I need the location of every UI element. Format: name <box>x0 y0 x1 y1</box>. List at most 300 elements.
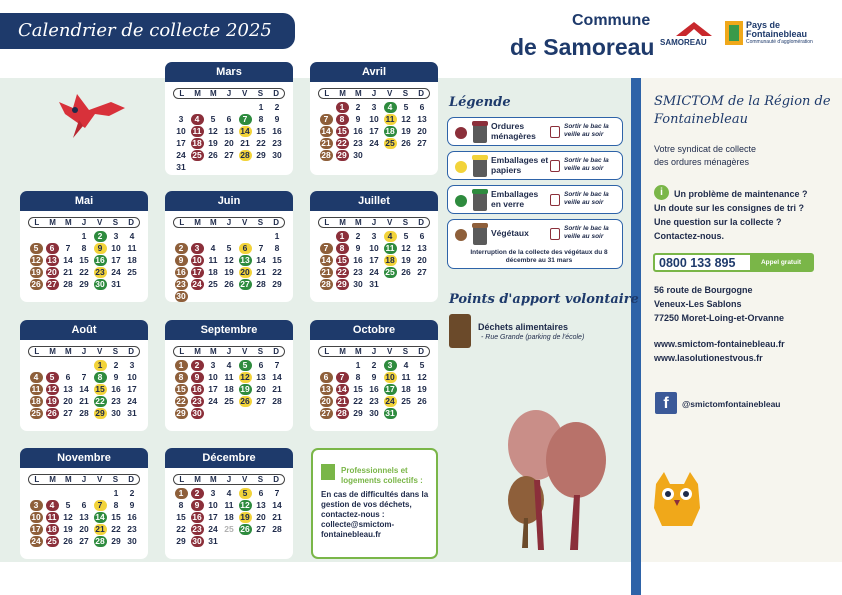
day-cell <box>76 395 92 407</box>
day-number: 26 <box>224 278 234 289</box>
day-number: 2 <box>113 359 119 370</box>
day-cell <box>269 371 285 383</box>
day-cell <box>108 359 124 371</box>
weekday-label: V <box>97 218 103 227</box>
day-cell <box>382 125 398 137</box>
day-number: 1 <box>175 360 188 371</box>
accent-bar <box>631 78 641 595</box>
day-cell <box>60 499 76 511</box>
day-cell <box>76 242 92 254</box>
empty-cell <box>44 230 60 242</box>
samoreau-logo <box>660 20 712 48</box>
day-number: 1 <box>355 359 361 370</box>
day-number: 1 <box>258 101 264 112</box>
day-number: 31 <box>369 278 379 289</box>
day-number: 26 <box>31 278 41 289</box>
day-number: 5 <box>419 359 425 370</box>
day-number: 15 <box>176 511 186 522</box>
day-number: 12 <box>47 383 57 394</box>
day-number: 21 <box>321 266 331 277</box>
weekday-label: M <box>194 347 201 356</box>
day-cell <box>253 101 269 113</box>
day-cell <box>173 278 189 290</box>
weekday-label: J <box>371 89 377 98</box>
day-cell <box>44 407 60 419</box>
weekday-label: D <box>273 475 280 484</box>
day-number: 27 <box>321 407 331 418</box>
bin-icon <box>473 155 487 177</box>
day-cell <box>124 511 140 523</box>
commune-label: Commune <box>572 12 651 29</box>
phone-badge: Appel gratuit <box>750 255 812 270</box>
day-number: 12 <box>224 254 234 265</box>
day-number: 30 <box>353 278 363 289</box>
day-cell <box>350 383 366 395</box>
weekday-label: S <box>112 347 119 356</box>
day-cell <box>318 125 334 137</box>
day-cell <box>60 242 76 254</box>
day-number: 21 <box>272 511 282 522</box>
day-number: 25 <box>385 266 395 277</box>
day-number: 16 <box>176 266 186 277</box>
day-cell <box>205 499 221 511</box>
day-cell <box>28 278 44 290</box>
day-cell <box>414 359 430 371</box>
month-name: Décembre <box>165 448 293 468</box>
day-cell <box>60 407 76 419</box>
day-number: 24 <box>385 395 395 406</box>
day-number: 18 <box>401 383 411 394</box>
day-cell <box>108 487 124 499</box>
day-number: 12 <box>63 511 73 522</box>
weekday-label: M <box>339 218 346 227</box>
day-number: 20 <box>256 511 266 522</box>
facebook-handle[interactable]: @smictomfontainebleau <box>682 399 781 409</box>
day-number: 4 <box>384 102 397 113</box>
day-cell <box>173 395 189 407</box>
day-number: 14 <box>256 254 266 265</box>
day-cell <box>334 254 350 266</box>
day-number: 18 <box>192 137 202 148</box>
day-cell <box>237 137 253 149</box>
day-number: 21 <box>63 266 73 277</box>
day-number: 10 <box>369 113 379 124</box>
day-grid <box>318 101 430 161</box>
day-number: 22 <box>79 266 89 277</box>
day-number: 3 <box>113 230 119 241</box>
day-cell <box>28 535 44 547</box>
day-number: 9 <box>113 371 119 382</box>
empty-cell <box>76 359 92 371</box>
day-cell <box>221 395 237 407</box>
day-cell <box>108 383 124 395</box>
day-number: 14 <box>337 383 347 394</box>
day-number: 3 <box>129 359 135 370</box>
empty-cell <box>221 230 237 242</box>
building-icon <box>321 464 335 480</box>
day-number: 25 <box>47 535 57 546</box>
day-cell <box>398 371 414 383</box>
empty-cell <box>189 230 205 242</box>
weekday-label: J <box>81 218 87 227</box>
day-cell <box>366 137 382 149</box>
weekday-label: V <box>97 475 103 484</box>
day-number: 25 <box>31 407 41 418</box>
day-number: 7 <box>65 242 71 253</box>
day-cell <box>189 266 205 278</box>
weekday-label: J <box>226 89 232 98</box>
weekday-label: M <box>194 475 201 484</box>
day-cell <box>382 371 398 383</box>
day-cell <box>205 511 221 523</box>
day-cell <box>350 137 366 149</box>
address-line1: 56 route de Bourgogne <box>654 285 753 295</box>
day-cell <box>108 511 124 523</box>
weekday-label: M <box>49 347 56 356</box>
phone-number[interactable]: 0800 133 895 <box>659 256 736 270</box>
day-cell <box>221 499 237 511</box>
owl-icon <box>648 470 706 532</box>
day-number: 28 <box>272 395 282 406</box>
day-number: 19 <box>208 137 218 148</box>
day-number: 5 <box>226 242 232 253</box>
day-number: 9 <box>191 500 204 511</box>
day-number: 22 <box>337 266 347 277</box>
pays-logo-line3: Communauté d'agglomération <box>746 39 813 45</box>
day-cell <box>92 535 108 547</box>
day-number: 14 <box>63 254 73 265</box>
weekday-label: L <box>324 347 330 356</box>
empty-cell <box>60 487 76 499</box>
day-cell <box>221 487 237 499</box>
day-cell <box>28 383 44 395</box>
weekday-label: M <box>354 218 362 227</box>
day-cell <box>318 149 334 161</box>
day-cell <box>44 499 60 511</box>
day-cell <box>318 371 334 383</box>
day-number: 15 <box>337 125 347 136</box>
day-number: 12 <box>240 499 250 510</box>
day-cell <box>76 511 92 523</box>
day-cell <box>382 254 398 266</box>
day-number: 10 <box>208 499 218 510</box>
day-cell <box>205 149 221 161</box>
day-number: 21 <box>272 383 282 394</box>
day-cell <box>269 242 285 254</box>
weekday-label: M <box>64 347 72 356</box>
weekday-label: V <box>387 218 393 227</box>
day-number: 22 <box>176 395 186 406</box>
day-cell <box>269 254 285 266</box>
day-cell <box>334 125 350 137</box>
website-link-2[interactable]: www.lasolutionestvous.fr <box>654 353 763 363</box>
day-number: 6 <box>258 359 264 370</box>
day-cell <box>173 149 189 161</box>
day-number: 8 <box>336 114 349 125</box>
weekday-label: S <box>112 475 119 484</box>
day-cell <box>253 371 269 383</box>
weekday-label: V <box>242 347 248 356</box>
day-cell <box>221 383 237 395</box>
day-cell <box>44 278 60 290</box>
day-cell <box>92 511 108 523</box>
empty-cell <box>44 359 60 371</box>
day-cell <box>366 101 382 113</box>
day-number: 24 <box>111 266 121 277</box>
month-name: Avril <box>310 62 438 82</box>
day-number: 15 <box>176 383 186 394</box>
day-cell <box>334 137 350 149</box>
day-number: 16 <box>353 125 363 136</box>
day-cell <box>366 359 382 371</box>
day-cell <box>253 499 269 511</box>
day-number: 16 <box>95 254 105 265</box>
month-card <box>20 320 148 431</box>
day-cell <box>237 149 253 161</box>
day-cell <box>366 242 382 254</box>
website-link-1[interactable]: www.smictom-fontainebleau.fr <box>654 339 785 349</box>
day-cell <box>366 254 382 266</box>
weekday-label: S <box>402 218 409 227</box>
legend-note: Sortir le bac la veille au soir <box>564 123 609 138</box>
day-number: 12 <box>208 125 218 136</box>
day-number: 4 <box>210 242 216 253</box>
legend-item-ordures <box>447 117 623 146</box>
weekday-label: D <box>418 347 425 356</box>
day-number: 24 <box>369 266 379 277</box>
day-number: 1 <box>113 487 119 498</box>
day-number: 9 <box>191 372 204 383</box>
empty-cell <box>318 101 334 113</box>
day-number: 3 <box>210 359 216 370</box>
day-number: 1 <box>274 230 280 241</box>
day-number: 17 <box>192 266 202 277</box>
day-number: 19 <box>63 523 73 534</box>
day-number: 17 <box>369 254 379 265</box>
day-cell <box>124 407 140 419</box>
weekday-label: D <box>128 475 135 484</box>
day-number: 4 <box>384 231 397 242</box>
day-number: 31 <box>385 407 395 418</box>
day-cell <box>205 254 221 266</box>
empty-cell <box>221 101 237 113</box>
month-card <box>165 448 293 559</box>
empty-cell <box>334 359 350 371</box>
day-number: 18 <box>385 254 395 265</box>
weekday-label: M <box>49 218 56 227</box>
month-card <box>310 62 438 175</box>
day-cell <box>269 523 285 535</box>
day-number: 3 <box>191 243 204 254</box>
day-cell <box>414 230 430 242</box>
day-number: 30 <box>353 149 363 160</box>
day-cell <box>221 125 237 137</box>
day-cell <box>350 371 366 383</box>
day-grid <box>28 487 140 547</box>
day-cell <box>173 125 189 137</box>
day-number: 14 <box>79 383 89 394</box>
day-cell <box>237 113 253 125</box>
month-card <box>310 191 438 302</box>
day-number: 13 <box>79 511 89 522</box>
weekday-header <box>318 88 430 99</box>
day-grid <box>28 359 140 419</box>
day-cell <box>28 511 44 523</box>
day-cell <box>334 266 350 278</box>
day-number: 29 <box>95 407 105 418</box>
day-cell <box>189 371 205 383</box>
day-cell <box>92 371 108 383</box>
day-cell <box>205 523 221 535</box>
day-cell <box>28 254 44 266</box>
day-number: 16 <box>353 254 363 265</box>
day-grid <box>173 101 285 173</box>
vegetaux-dot-icon <box>455 229 467 241</box>
day-cell <box>318 266 334 278</box>
weekday-label: S <box>257 218 264 227</box>
day-cell <box>92 359 108 371</box>
day-cell <box>44 266 60 278</box>
day-cell <box>253 266 269 278</box>
day-number: 9 <box>355 242 361 253</box>
day-number: 13 <box>417 113 427 124</box>
day-cell <box>414 113 430 125</box>
weekday-header <box>173 474 285 485</box>
day-cell <box>221 523 237 535</box>
day-cell <box>108 407 124 419</box>
empty-cell <box>44 487 60 499</box>
day-number: 17 <box>111 254 121 265</box>
day-cell <box>350 359 366 371</box>
empty-cell <box>205 101 221 113</box>
day-number: 30 <box>369 407 379 418</box>
weekday-label: S <box>112 218 119 227</box>
weekday-label: V <box>387 89 393 98</box>
empty-cell <box>318 359 334 371</box>
day-number: 22 <box>256 137 266 148</box>
day-number: 6 <box>419 230 425 241</box>
day-number: 12 <box>401 113 411 124</box>
day-number: 7 <box>320 114 333 125</box>
day-cell <box>205 125 221 137</box>
weekday-header <box>28 346 140 357</box>
empty-cell <box>28 230 44 242</box>
day-number: 1 <box>81 230 87 241</box>
day-number: 29 <box>176 535 186 546</box>
empty-cell <box>253 230 269 242</box>
day-number: 6 <box>239 243 252 254</box>
facebook-icon[interactable]: f <box>655 392 677 414</box>
day-cell <box>382 383 398 395</box>
day-cell <box>44 511 60 523</box>
day-number: 11 <box>47 511 57 522</box>
day-number: 2 <box>355 101 361 112</box>
day-cell <box>414 266 430 278</box>
day-number: 21 <box>95 523 105 534</box>
day-cell <box>92 230 108 242</box>
day-cell <box>237 254 253 266</box>
day-cell <box>334 383 350 395</box>
day-number: 25 <box>224 523 234 534</box>
month-name: Mars <box>165 62 293 82</box>
day-number: 5 <box>30 243 43 254</box>
day-number: 7 <box>94 500 107 511</box>
day-grid <box>28 230 140 290</box>
weekday-label: M <box>194 89 201 98</box>
question-1: Un problème de maintenance ? <box>674 189 808 199</box>
empty-cell <box>237 230 253 242</box>
bottom-band <box>0 562 842 595</box>
bin-icon <box>473 223 487 245</box>
day-number: 31 <box>208 535 218 546</box>
day-cell <box>205 487 221 499</box>
weekday-label: V <box>242 475 248 484</box>
day-number: 3 <box>371 230 377 241</box>
calendar-icon <box>550 160 560 172</box>
day-cell <box>350 101 366 113</box>
day-number: 31 <box>111 278 121 289</box>
day-cell <box>28 395 44 407</box>
weekday-label: L <box>324 218 330 227</box>
day-number: 9 <box>129 499 135 510</box>
day-number: 23 <box>192 395 202 406</box>
day-cell <box>205 266 221 278</box>
day-number: 17 <box>127 383 137 394</box>
day-number: 20 <box>240 266 250 277</box>
weekday-label: D <box>273 89 280 98</box>
day-cell <box>173 535 189 547</box>
apport-item: Déchets alimentaires <box>478 322 569 332</box>
day-number: 26 <box>417 395 427 406</box>
day-number: 20 <box>256 383 266 394</box>
day-number: 24 <box>31 535 41 546</box>
day-cell <box>189 407 205 419</box>
day-number: 19 <box>401 125 411 136</box>
day-cell <box>44 371 60 383</box>
day-cell <box>237 523 253 535</box>
day-cell <box>350 113 366 125</box>
day-cell <box>398 113 414 125</box>
day-number: 8 <box>274 242 280 253</box>
phone-box[interactable] <box>653 253 814 272</box>
day-number: 12 <box>401 242 411 253</box>
day-number: 16 <box>127 511 137 522</box>
day-number: 20 <box>321 395 331 406</box>
day-number: 18 <box>47 523 57 534</box>
day-number: 5 <box>239 488 252 499</box>
day-number: 14 <box>321 254 331 265</box>
day-number: 8 <box>81 242 87 253</box>
day-cell <box>60 511 76 523</box>
day-number: 1 <box>336 231 349 242</box>
day-cell <box>76 371 92 383</box>
day-number: 11 <box>401 371 411 382</box>
day-cell <box>414 371 430 383</box>
day-number: 17 <box>208 511 218 522</box>
day-cell <box>108 535 124 547</box>
day-cell <box>173 137 189 149</box>
day-number: 22 <box>272 266 282 277</box>
day-number: 25 <box>401 395 411 406</box>
day-number: 29 <box>111 535 121 546</box>
day-cell <box>253 523 269 535</box>
day-number: 8 <box>175 372 188 383</box>
weekday-label: J <box>81 347 87 356</box>
cardinal-bird-icon <box>55 84 127 146</box>
day-cell <box>28 407 44 419</box>
day-number: 24 <box>369 137 379 148</box>
day-number: 3 <box>178 113 184 124</box>
